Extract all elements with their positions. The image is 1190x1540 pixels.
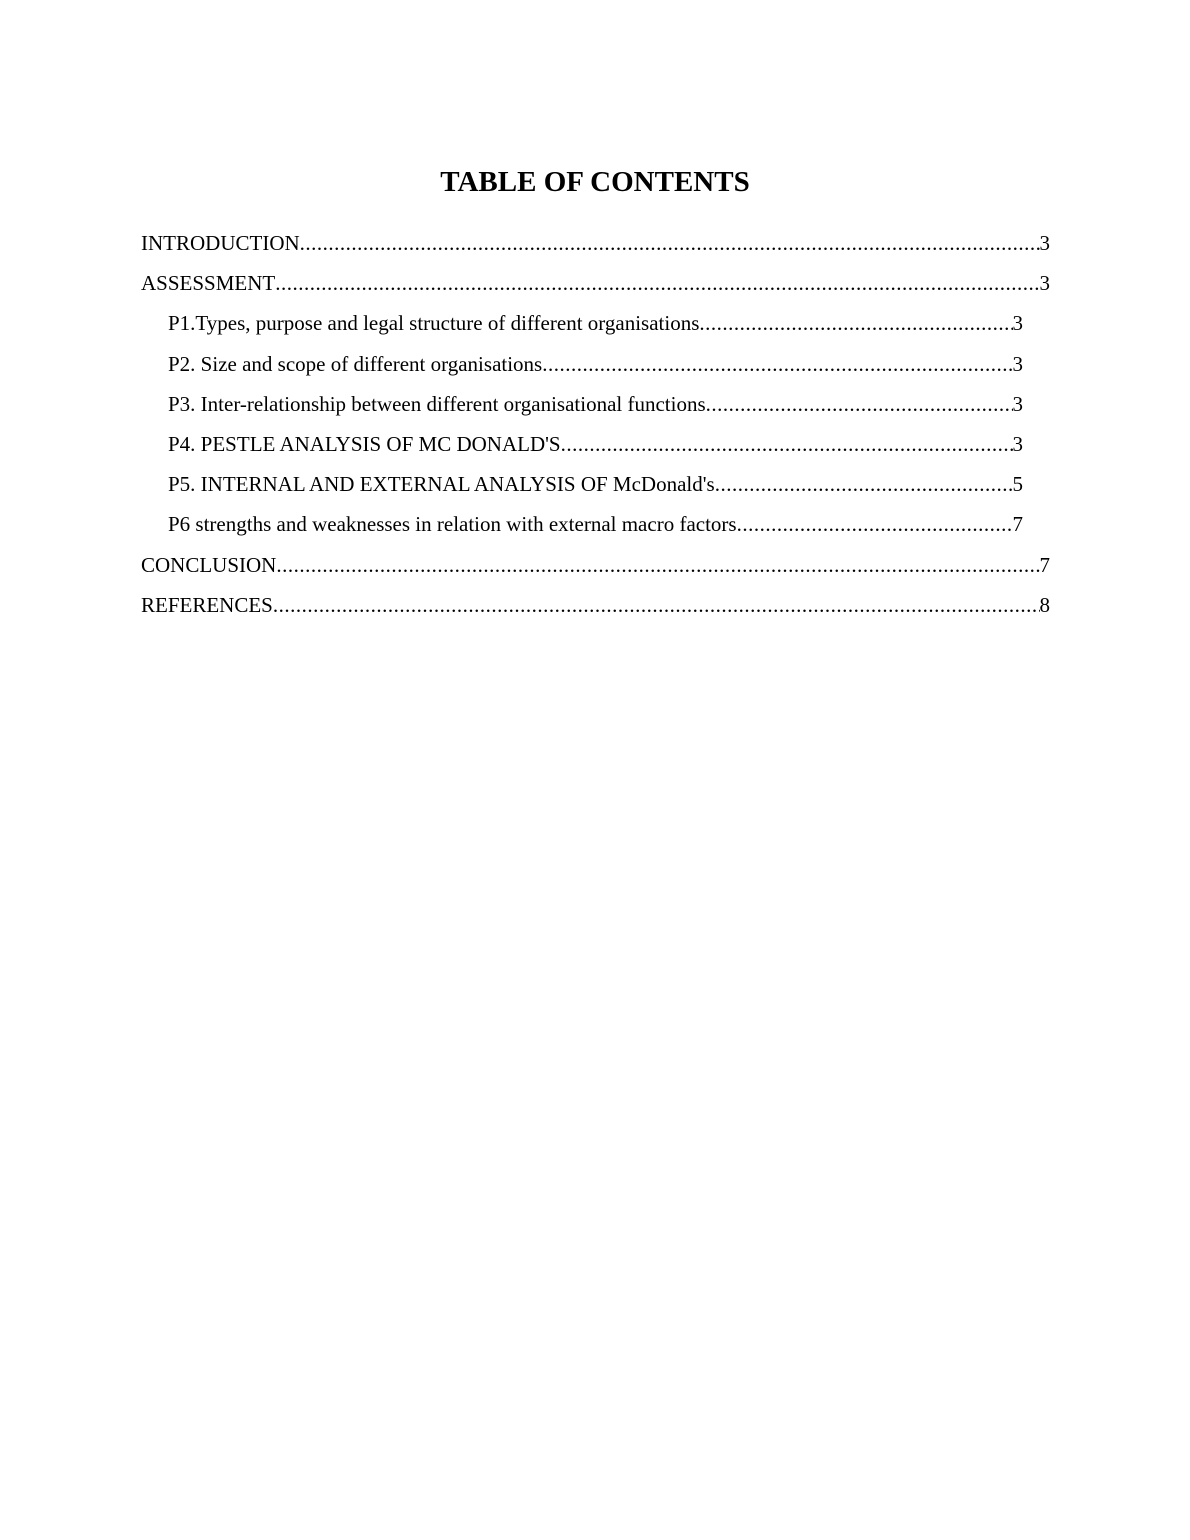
toc-page-number: 3 — [1012, 391, 1023, 416]
toc-page-number: 7 — [1039, 552, 1050, 577]
toc-entry-label: P3. Inter-relationship between different organisational functions — [168, 391, 706, 416]
toc-dot-leader — [561, 429, 1013, 459]
toc-entry-p5[interactable] — [168, 469, 1023, 509]
toc-dot-leader — [300, 228, 1040, 258]
toc-entry-references[interactable] — [141, 590, 1050, 630]
toc-entry-label: ASSESSMENT — [141, 271, 276, 296]
toc-dot-leader — [699, 308, 1012, 338]
toc-dot-leader — [542, 349, 1012, 379]
toc-entry-conclusion[interactable] — [141, 550, 1050, 590]
toc-entry-label: CONCLUSION — [141, 552, 277, 577]
toc-entry-label: P5. INTERNAL AND EXTERNAL ANALYSIS OF McDonald's — [168, 472, 715, 497]
toc-page-number: 3 — [1012, 431, 1023, 456]
toc-entry-p1[interactable] — [168, 308, 1023, 348]
toc-dot-leader — [275, 268, 1039, 298]
toc-entry-label: P1.Types, purpose and legal structure of different organisations — [168, 311, 700, 336]
toc-page-number: 5 — [1012, 472, 1023, 497]
toc-entry-p2[interactable] — [168, 349, 1023, 389]
toc-page-number: 7 — [1012, 512, 1023, 537]
toc-entry-p6[interactable] — [168, 509, 1023, 549]
toc-entry-label: INTRODUCTION — [141, 231, 300, 255]
toc-entry-introduction[interactable] — [141, 228, 1050, 268]
toc-list — [0, 228, 1190, 630]
toc-page-number: 8 — [1039, 592, 1050, 617]
toc-entry-label: P2. Size and scope of different organisations — [168, 351, 543, 376]
toc-dot-leader — [715, 469, 1013, 499]
toc-entry-label: REFERENCES — [141, 592, 273, 617]
toc-entry-label: P6 strengths and weaknesses in relation with external macro factors — [168, 512, 737, 537]
toc-title: TABLE OF CONTENTS — [440, 166, 750, 198]
toc-entry-assessment[interactable] — [141, 268, 1050, 308]
toc-dot-leader — [276, 550, 1039, 580]
toc-dot-leader — [273, 590, 1040, 620]
toc-entry-p3[interactable] — [168, 389, 1023, 429]
toc-page-number: 3 — [1012, 311, 1023, 336]
toc-entry-label: P4. PESTLE ANALYSIS OF MC DONALD'S — [168, 431, 561, 456]
toc-page-number: 3 — [1039, 271, 1050, 296]
toc-page-number: 3 — [1012, 351, 1023, 376]
toc-entry-p4[interactable] — [168, 429, 1023, 469]
toc-page-number: 3 — [1039, 231, 1050, 255]
toc-dot-leader — [706, 389, 1013, 419]
toc-dot-leader — [737, 509, 1013, 539]
